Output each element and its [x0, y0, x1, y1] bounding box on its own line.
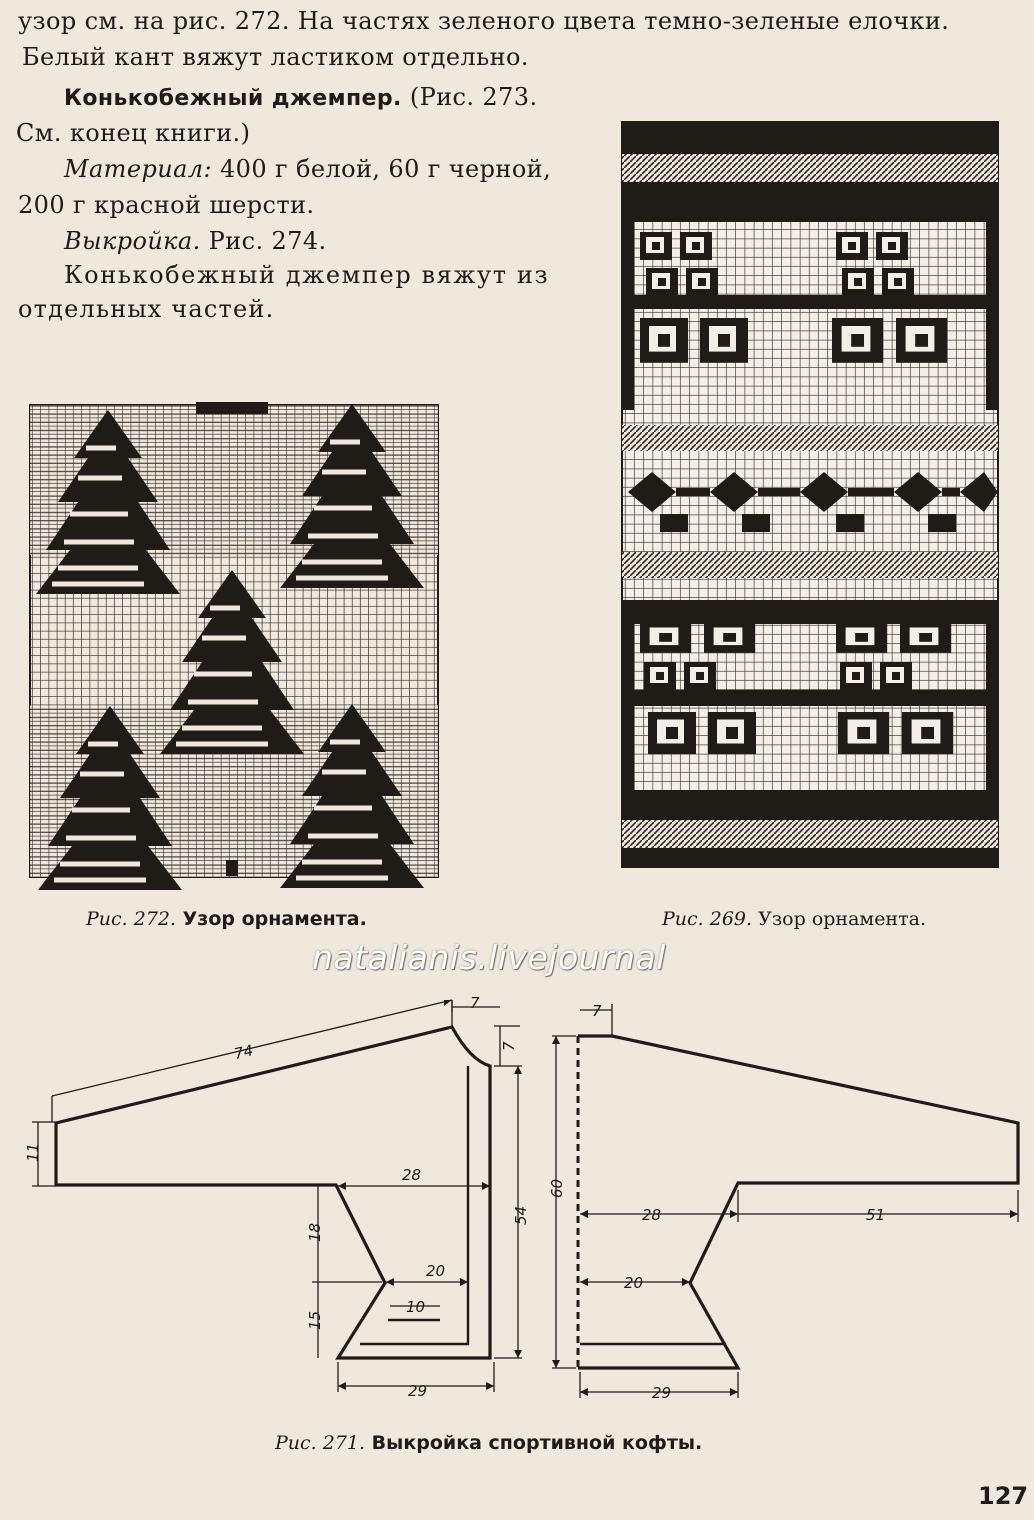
page-number: 127	[978, 1482, 1029, 1510]
dim-74: 74	[232, 1041, 256, 1064]
caption-fig-269-number: Рис. 269.	[662, 908, 753, 930]
dim-11: 11	[24, 1142, 42, 1162]
dim-18: 18	[306, 1222, 324, 1242]
dim-60: 60	[548, 1178, 566, 1198]
caption-fig-272	[86, 908, 367, 930]
section-title-bold: Конькобежный джемпер.	[64, 86, 402, 111]
watermark: natalianis.livejournal	[312, 938, 666, 977]
caption-fig-271-number: Рис. 271.	[275, 1432, 366, 1454]
text-line-2: Белый кант вяжут ластиком отдельно.	[22, 43, 529, 71]
dim-7-right: 7	[592, 1002, 602, 1020]
caption-fig-269	[662, 908, 926, 930]
caption-fig-272-number: Рис. 272.	[86, 908, 177, 930]
dim-7-side: 7	[500, 1041, 518, 1051]
dim-20-right: 20	[624, 1274, 644, 1292]
caption-fig-272-text: Узор орнамента.	[176, 908, 367, 930]
caption-fig-271-text: Выкройка спортивной кофты.	[365, 1432, 703, 1454]
text-line-9: отдельных частей.	[18, 295, 275, 323]
section-title-rest: (Рис. 273.	[401, 83, 538, 111]
dim-28-right: 28	[642, 1206, 662, 1224]
caption-fig-269-text: Узор орнамента.	[752, 908, 926, 930]
dim-28-left: 28	[402, 1166, 422, 1184]
caption-fig-271	[275, 1432, 702, 1454]
figure-271-pattern	[32, 1000, 1018, 1398]
material-text: 400 г белой, 60 г черной,	[211, 155, 552, 183]
pattern-text: Рис. 274.	[200, 227, 327, 255]
dim-7-top: 7	[470, 994, 480, 1012]
dim-51: 51	[866, 1206, 886, 1224]
pattern-label: Выкройка.	[64, 227, 201, 255]
dim-15: 15	[306, 1310, 324, 1330]
figure-272-chart	[30, 402, 438, 890]
text-line-6: 200 г красной шерсти.	[18, 191, 315, 219]
dim-10: 10	[406, 1298, 426, 1316]
material-label: Материал:	[64, 155, 212, 183]
dim-29-left: 29	[408, 1382, 428, 1400]
text-line-4: См. конец книги.)	[16, 119, 251, 147]
dim-29-right: 29	[652, 1384, 672, 1402]
dim-54: 54	[512, 1205, 530, 1225]
figure-269-chart	[622, 122, 998, 867]
text-line-8: Конькобежный джемпер вяжут из	[64, 261, 550, 289]
dim-20-left: 20	[426, 1262, 446, 1280]
text-line-1: узор см. на рис. 272. На частях зеленого цвета темно-зеленые елочки.	[18, 7, 950, 35]
